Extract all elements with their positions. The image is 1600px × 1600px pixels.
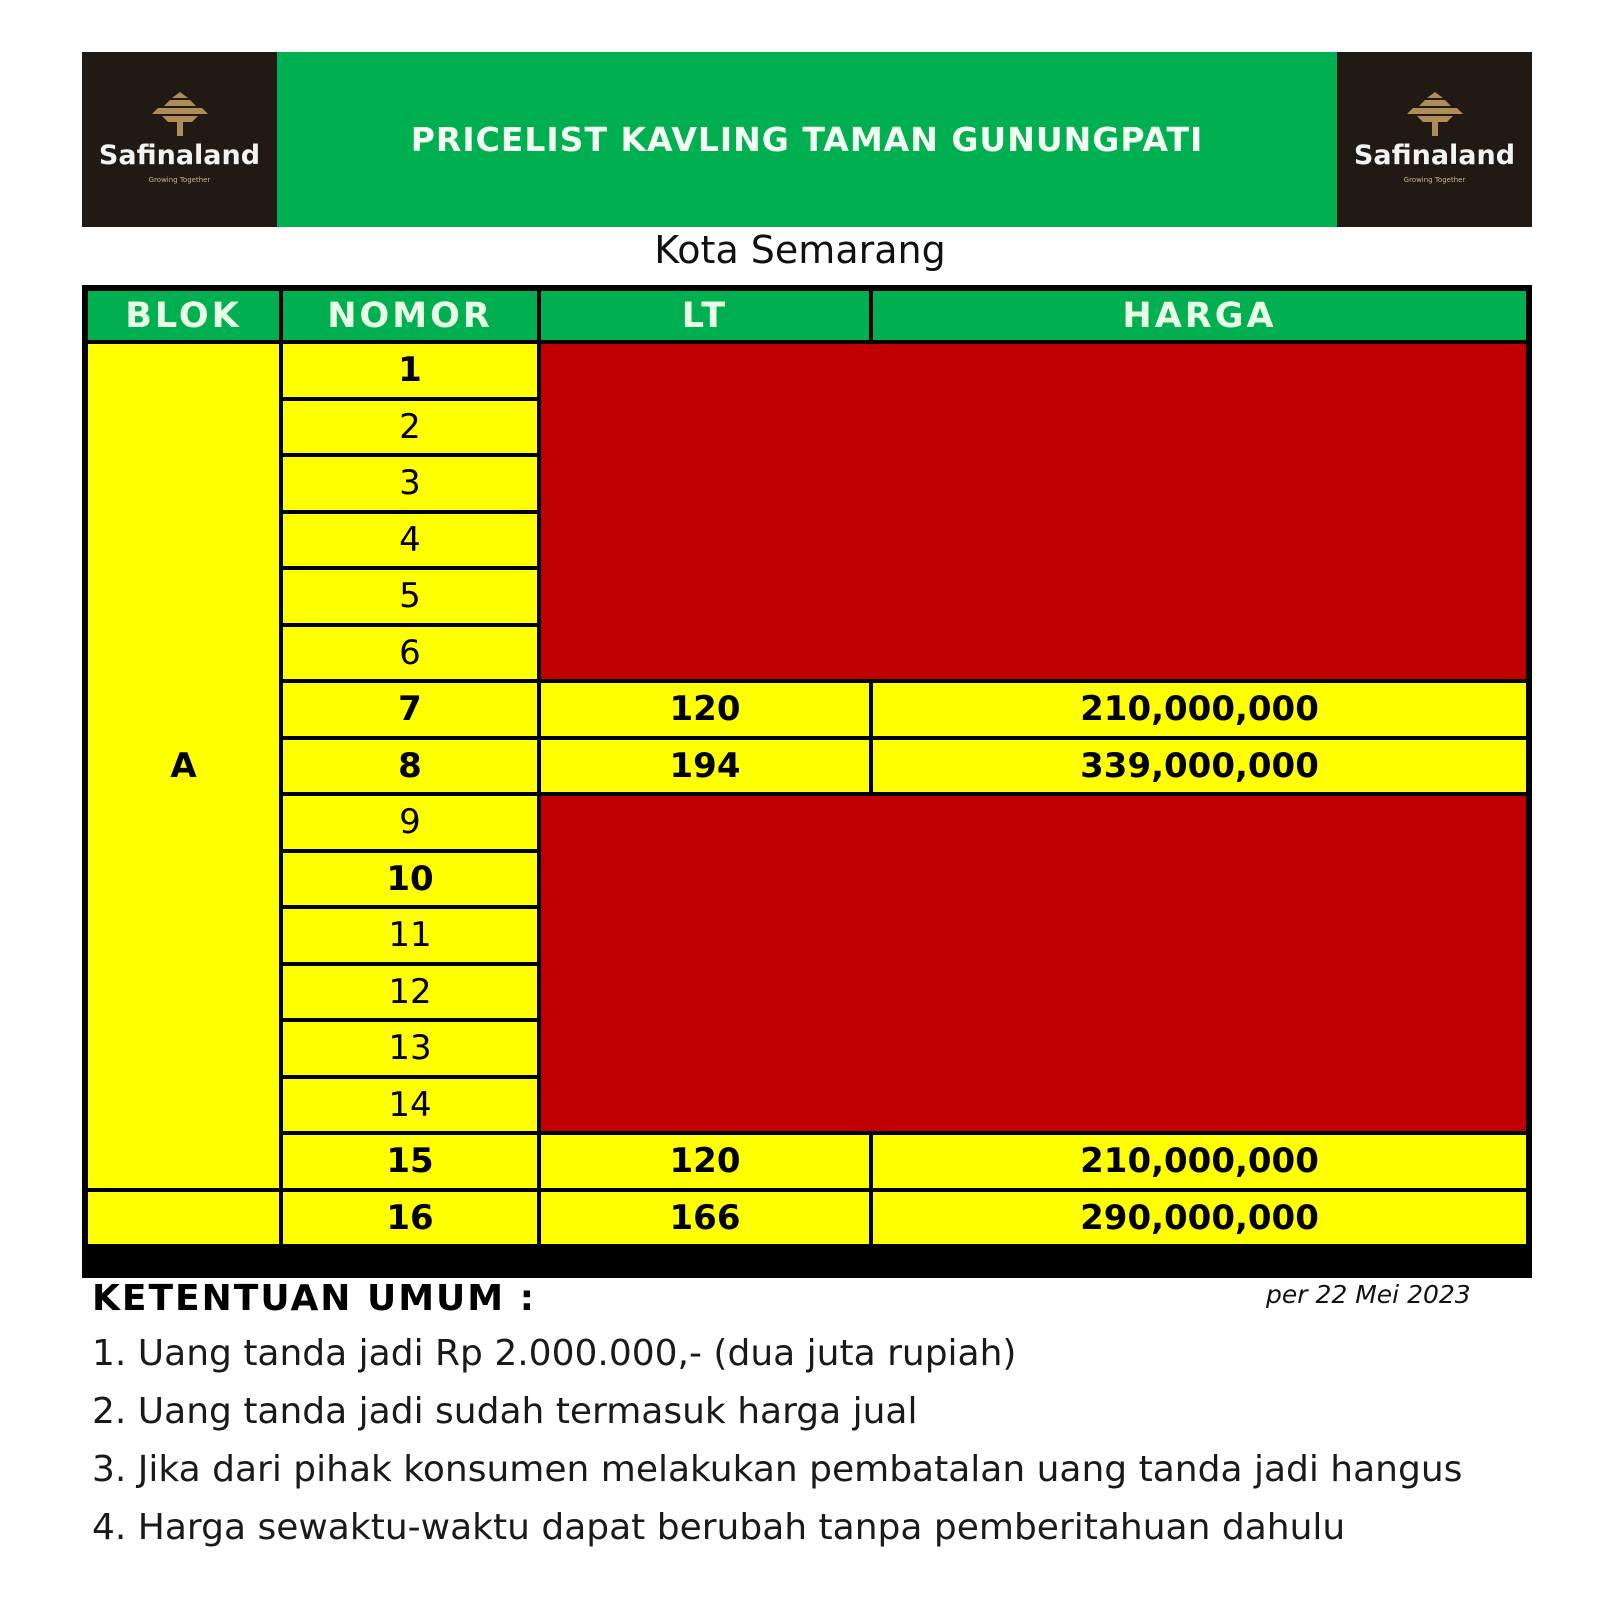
- nomor-cell: 12: [281, 964, 539, 1021]
- logo-brand-text: Safinaland: [1353, 140, 1516, 171]
- nomor-cell: 8: [281, 738, 539, 795]
- harga-cell: 339,000,000: [871, 738, 1528, 795]
- city-subtitle: Kota Semarang: [654, 228, 946, 272]
- header-banner: [82, 52, 1532, 227]
- lt-cell: 120: [539, 681, 871, 738]
- nomor-cell: 10: [281, 851, 539, 908]
- col-header-lt: LT: [539, 289, 871, 342]
- page-title: PRICELIST KAVLING TAMAN GUNUNGPATI: [410, 120, 1204, 159]
- tree-logo-icon: [148, 92, 212, 138]
- nomor-cell: 4: [281, 512, 539, 569]
- nomor-cell: 3: [281, 455, 539, 512]
- tree-logo-icon: [1403, 92, 1467, 138]
- nomor-cell: 16: [281, 1190, 539, 1247]
- col-header-blok: BLOK: [86, 289, 281, 342]
- nomor-cell: 6: [281, 625, 539, 682]
- terms-item: 4. Harga sewaktu-waktu dapat berubah tanpa pemberitahuan dahulu: [92, 1507, 1346, 1548]
- logo-tagline: Growing Together: [1403, 176, 1466, 184]
- date-note: per 22 Mei 2023: [1266, 1280, 1471, 1309]
- nomor-cell: 1: [281, 342, 539, 399]
- harga-cell: 210,000,000: [871, 1133, 1528, 1190]
- terms-item: 2. Uang tanda jadi sudah termasuk harga jual: [92, 1391, 918, 1432]
- sold-block: [539, 342, 1528, 681]
- harga-cell: 210,000,000: [871, 681, 1528, 738]
- logo-brand-text: Safinaland: [98, 140, 261, 171]
- block-cell-empty: [86, 1190, 281, 1247]
- nomor-cell: 9: [281, 794, 539, 851]
- lt-cell: 194: [539, 738, 871, 795]
- nomor-cell: 13: [281, 1020, 539, 1077]
- col-header-harga: HARGA: [871, 289, 1528, 342]
- lt-cell: 166: [539, 1190, 871, 1247]
- nomor-cell: 7: [281, 681, 539, 738]
- safinaland-logo-left: [82, 52, 277, 227]
- harga-cell: 290,000,000: [871, 1190, 1528, 1247]
- nomor-cell: 5: [281, 568, 539, 625]
- col-header-nomor: NOMOR: [281, 289, 539, 342]
- terms-item: 1. Uang tanda jadi Rp 2.000.000,- (dua juta rupiah): [92, 1333, 1017, 1374]
- nomor-cell: 14: [281, 1077, 539, 1134]
- lt-cell: 120: [539, 1133, 871, 1190]
- safinaland-logo-right: [1337, 52, 1532, 227]
- sold-block: [539, 794, 1528, 1133]
- nomor-cell: 2: [281, 399, 539, 456]
- price-table: [82, 285, 1532, 1278]
- terms-list: [92, 1325, 1462, 1557]
- nomor-cell: 15: [281, 1133, 539, 1190]
- block-cell-a: A: [86, 342, 281, 1190]
- terms-item: 3. Jika dari pihak konsumen melakukan pembatalan uang tanda jadi hangus: [92, 1449, 1463, 1490]
- nomor-cell: 11: [281, 907, 539, 964]
- terms-title: KETENTUAN UMUM :: [92, 1278, 537, 1319]
- logo-tagline: Growing Together: [148, 176, 211, 184]
